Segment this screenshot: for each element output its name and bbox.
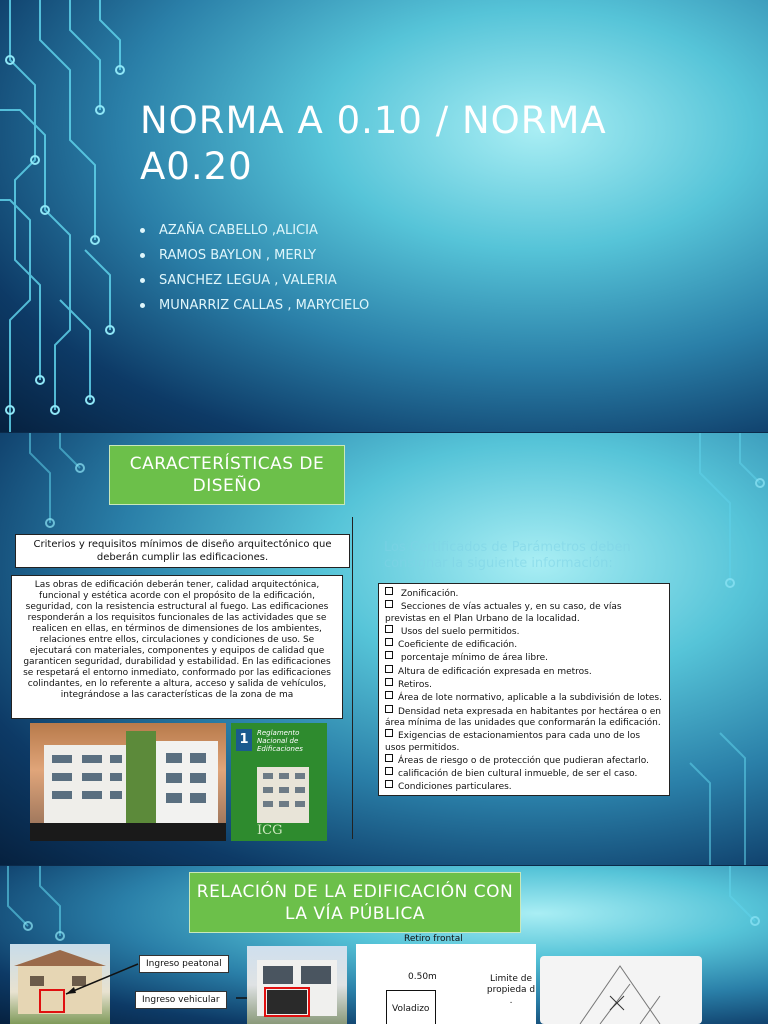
checklist-item: Secciones de vías actuales y, en su caso, de vías previstas en el Plan Urbano de la localidad.	[385, 602, 622, 624]
bullet-icon	[140, 278, 145, 283]
building-photo	[30, 723, 226, 841]
bullet-icon	[140, 303, 145, 308]
book-building-icon	[251, 761, 321, 825]
checklist-item: Área de lote normativo, aplicable a la subdivisión de lotes.	[385, 691, 663, 704]
modern-house-photo	[247, 946, 347, 1024]
checkbox-icon	[385, 625, 393, 633]
checklist-item: Altura de edificación expresada en metros.	[385, 665, 663, 678]
checklist-item: Exigencias de estacionamientos para cada uno de los usos permitidos.	[385, 731, 641, 753]
author-item: SANCHEZ LEGUA , VALERIA	[140, 268, 369, 293]
author-item: AZAÑA CABELLO ,ALICIA	[140, 218, 369, 243]
checklist-item: Condiciones particulares.	[385, 780, 663, 793]
checklist-item: Coeficiente de edificación.	[385, 638, 663, 651]
voladizo-label: Voladizo	[392, 1004, 430, 1014]
modern-house-illustration	[247, 946, 347, 1024]
checklist-item: calificación de bien cultural inmueble, de ser el caso.	[385, 767, 663, 780]
sketch-illustration	[540, 956, 702, 1024]
label-ingreso-vehicular: Ingreso vehicular	[135, 991, 227, 1009]
checkbox-icon	[385, 754, 393, 762]
design-characteristics-slide	[0, 433, 768, 865]
checkbox-icon	[385, 691, 393, 699]
checklist-item: Usos del suelo permitidos.	[385, 625, 663, 638]
checkbox-icon	[385, 780, 393, 788]
author-item: MUNARRIZ CALLAS , MARYCIELO	[140, 293, 369, 318]
sketch-image	[540, 956, 702, 1024]
retiro-frontal-label: Retiro frontal	[404, 934, 463, 944]
checklist-item: Áreas de riesgo o de protección que pudieran afectarlo.	[385, 754, 663, 767]
book-badge: 1	[236, 729, 252, 751]
checklist-item: Zonificación.	[385, 587, 663, 600]
checkbox-icon	[385, 600, 393, 608]
label-ingreso-peatonal: Ingreso peatonal	[139, 955, 229, 973]
criteria-box: Criterios y requisitos mínimos de diseño arquitectónico que deberán cumplir las edificaciones.	[15, 534, 350, 568]
circuit-decoration	[0, 0, 200, 432]
author-list	[140, 218, 369, 318]
book-cover	[231, 723, 327, 841]
bullet-icon	[140, 253, 145, 258]
book-title: Reglamento Nacional de Edificaciones	[257, 729, 303, 753]
checklist-item: Retiros.	[385, 678, 663, 691]
description-box: Las obras de edificación deberán tener, calidad arquitectónica, funcional y estética acorde con el propósito de la edificación, seguridad, con la resistencia estructural al fuego. Las edificaciones responderán a los requisitos funcionales de las actividades que se realicen en ellas, en términos de dimensiones de los ambientes, relaciones entre ellos, circulaciones y condiciones de uso. Se ejecutará con materiales, componentes y equipos de calidad que garanticen seguridad, durabilidad y estabilidad. En las edificaciones se respetará el entorno inmediato, conformado por las edificaciones colindantes, en lo referente a altura, acceso y salida de vehículos, integrándose a las características de la zona de ma	[11, 575, 343, 719]
checkbox-icon	[385, 705, 393, 713]
checklist-item: Densidad neta expresada en habitantes por hectárea o en área mínima de las unidades que conformarán la edificación.	[385, 706, 661, 728]
checkbox-icon	[385, 767, 393, 775]
book-logo: ICG	[257, 823, 283, 838]
section-heading: RELACIÓN DE LA EDIFICACIÓN CON LA VÍA PÚBLICA	[189, 872, 521, 933]
public-road-slide	[0, 866, 768, 1024]
checkbox-icon	[385, 665, 393, 673]
setback-diagram	[356, 934, 536, 1024]
section-heading: CARACTERÍSTICAS DE DISEÑO	[109, 445, 345, 505]
checkbox-icon	[385, 678, 393, 686]
checkbox-icon	[385, 587, 393, 595]
author-item: RAMOS BAYLON , MERLY	[140, 243, 369, 268]
arrow-lines	[60, 956, 260, 1016]
checkbox-icon	[385, 729, 393, 737]
parameters-checklist	[378, 583, 670, 796]
title-slide	[0, 0, 768, 432]
checkbox-icon	[385, 638, 393, 646]
divider-line	[352, 517, 353, 839]
dimension-label: 0.50m	[408, 972, 437, 982]
building-illustration	[30, 723, 226, 841]
bullet-icon	[140, 228, 145, 233]
checklist-item: porcentaje mínimo de área libre.	[385, 651, 663, 664]
checkbox-icon	[385, 651, 393, 659]
certificados-text: Los Certificados de Parámetros deben consignar la siguiente información:	[384, 540, 631, 571]
presentation-title: NORMA A 0.10 / NORMA A0.20	[140, 99, 607, 188]
limite-label: Limite de propieda d .	[486, 974, 536, 1006]
